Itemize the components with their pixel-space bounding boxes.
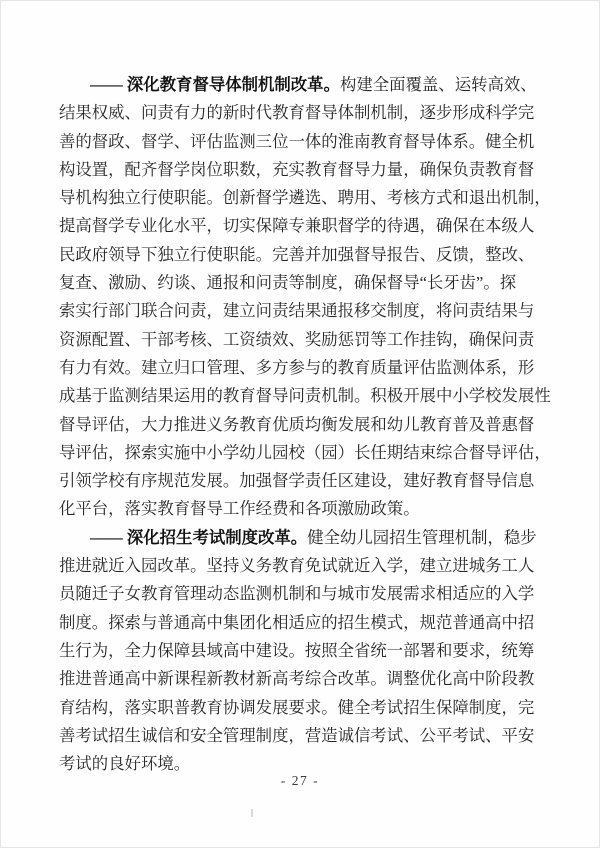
text-line: 提高督学专业化水平，切实保障专兼职督学的待遇，确保在本级人 <box>59 216 535 236</box>
text-line: 有力有效。建立归口管理、多方参与的教育质量评估监测体系，形 <box>59 357 535 377</box>
text-line: 复查、激励、约谈、通报和问责等制度，确保督导“长牙齿”。探 <box>59 273 517 293</box>
text-line: 生行为，全力保障县域高中建设。按照全省统一部署和要求，统筹 <box>59 640 535 660</box>
text-line: 推进就近入园改革。坚持义务教育免试就近入学，建立进城务工人 <box>59 556 535 576</box>
page-number: - 27 - <box>280 773 320 788</box>
text-line: 督导评估，大力推进义务教育优质均衡发展和幼儿教育普及普惠督 <box>59 414 535 434</box>
section-heading-supervision-reform: —— 深化教育督导体制机制改革。 <box>90 75 340 94</box>
text-line: 资源配置、干部考核、工资绩效、奖励惩罚等工作挂钩，确保问责 <box>59 329 535 349</box>
text-line: 构设置，配齐督学岗位职数，充实教育督导力量，确保负责教育督 <box>59 159 535 179</box>
text-line: 结果权威、问责有力的新时代教育督导体制机制，逐步形成科学完 <box>59 103 535 123</box>
scan-artifact <box>251 809 253 817</box>
text-line-segment: 健全幼儿园招生管理机制，稳步 <box>307 527 537 547</box>
text-line: 化平台，落实教育督导工作经费和各项激励政策。 <box>59 499 420 519</box>
text-line-segment: 构建全面覆盖、运转高效、 <box>339 75 537 94</box>
text-line <box>59 524 537 552</box>
text-line: 索实行部门联合问责，建立问责结果通报移交制度，将问责结果与 <box>59 301 535 321</box>
text-line: 导机构独立行使职能。创新督学遴选、聘用、考核方式和退出机制， <box>59 188 551 208</box>
text-line: 善的督政、督学、评估监测三位一体的淮南教育督导体系。健全机 <box>59 131 535 151</box>
section-heading-enrollment-reform: —— 深化招生考试制度改革。 <box>90 527 308 547</box>
text-line: 成基于监测结果运用的教育督导问责机制。积极开展中小学校发展性 <box>59 386 551 406</box>
text-line: 导评估，探索实施中小学幼儿园校（园）长任期结束综合督导评估， <box>59 442 551 462</box>
text-line: 民政府领导下独立行使职能。完善并加强督导报告、反馈，整改、 <box>59 244 535 264</box>
paragraph-enrollment-examination <box>59 524 537 779</box>
text-line: 推进普通高中新课程新教材新高考综合改革。调整优化高中阶段教 <box>59 669 535 689</box>
text-line: 员随迁子女教育管理动态监测机制和与城市发展需求相适应的入学 <box>59 584 535 604</box>
document-body <box>59 71 551 778</box>
text-line: 考试的良好环境。 <box>59 754 191 774</box>
text-line: 制度。探索与普通高中集团化相适应的招生模式，规范普通高中招 <box>59 612 535 632</box>
text-line: 育结构，落实职普教育协调发展要求。健全考试招生保障制度，完 <box>59 697 535 717</box>
text-line: 善考试招生诚信和安全管理制度，营造诚信考试、公平考试、平安 <box>59 725 535 745</box>
paragraph-education-supervision <box>59 71 551 524</box>
text-line: 引领学校有序规范发展。加强督学责任区建设，建好教育督导信息 <box>59 471 535 491</box>
text-line <box>59 71 537 99</box>
